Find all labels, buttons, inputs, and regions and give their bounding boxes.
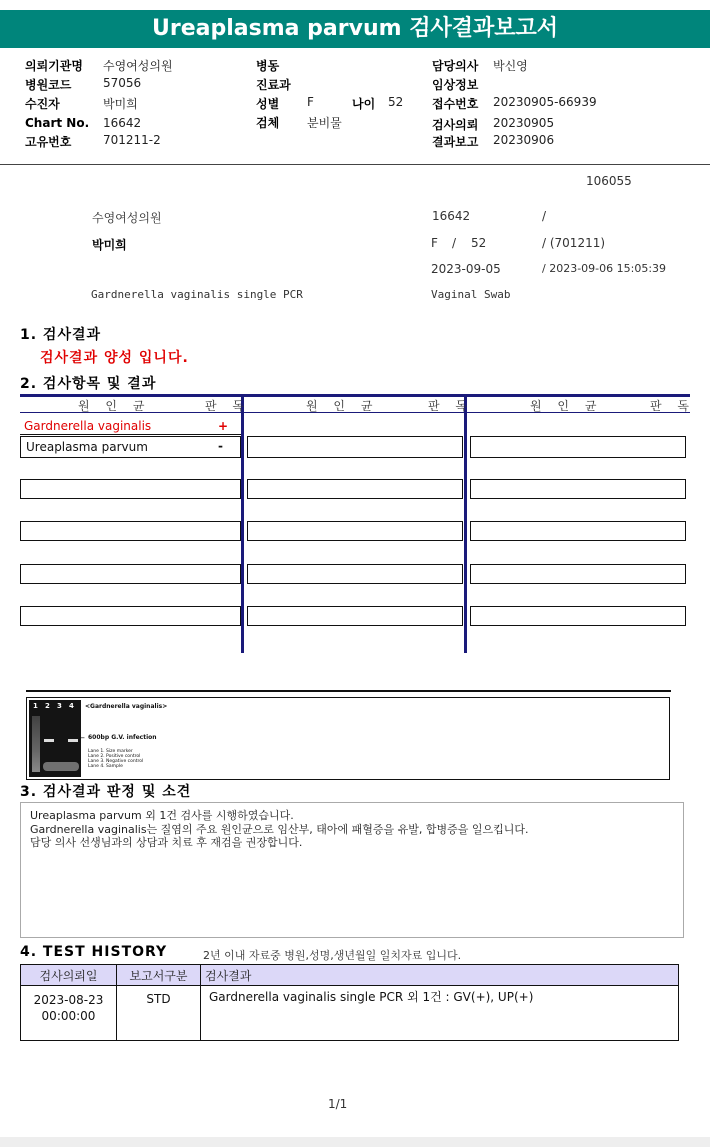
history-note: 2년 이내 자료중 병원,성명,생년월일 일치자료 입니다.: [203, 949, 462, 962]
gel-figure-box: [26, 697, 670, 780]
info-label: 결과보고: [432, 135, 479, 149]
history-col-date: 검사의뢰일: [21, 965, 117, 986]
col-head-judge: 판 독: [650, 399, 695, 413]
summary-sex: F: [431, 236, 438, 250]
info-value: 수영여성의원: [103, 59, 173, 73]
summary-code: 106055: [586, 174, 632, 188]
summary-test-name: Gardnerella vaginalis single PCR: [91, 288, 303, 301]
info-label: 나이: [352, 97, 376, 111]
ladder-lane: [32, 716, 40, 772]
summary-patient: 박미희: [92, 238, 127, 252]
info-value: F: [307, 95, 314, 109]
section3-title: 3. 검사결과 판정 및 소견: [20, 784, 192, 800]
info-value: 분비물: [307, 116, 342, 130]
history-col-type: 보고서구분: [117, 965, 201, 986]
history-table: [20, 964, 679, 1041]
info-label: Chart No.: [25, 116, 90, 130]
col-head-judge: 판 독: [205, 399, 250, 413]
report-title: Ureaplasma parvum 검사결과보고서: [0, 10, 710, 48]
result-cell: [20, 606, 241, 626]
lane-number: 1: [33, 702, 38, 710]
gel-legend-item: Lane 1. Size marker: [88, 749, 133, 754]
gel-legend-item: Lane 2. Positive control: [88, 754, 141, 759]
info-label: 검체: [256, 116, 280, 130]
pathogen-result: -: [218, 439, 223, 453]
footer-bar: [0, 1137, 710, 1147]
pathogen-name: Gardnerella vaginalis: [24, 419, 152, 433]
info-value: 20230905-66939: [493, 95, 597, 109]
summary-report-datetime: / 2023-09-06 15:05:39: [542, 262, 667, 275]
info-label: 담당의사: [432, 59, 479, 73]
lane-number: 4: [69, 702, 74, 710]
arrow-icon: ←: [79, 734, 85, 742]
positive-result: 검사결과 양성 입니다.: [40, 350, 189, 366]
col-head-pathogen: 원 인 균: [78, 399, 151, 413]
summary-chart: 16642: [432, 209, 471, 223]
col-head-pathogen: 원 인 균: [306, 399, 379, 413]
col-head-judge: 판 독: [428, 399, 473, 413]
info-label: 병동: [256, 59, 280, 73]
opinion-box: [20, 802, 684, 938]
table-row: [21, 986, 679, 1041]
gel-band: [44, 739, 54, 742]
opinion-line: 담당 의사 선생님과의 상담과 치료 후 재검을 권장합니다.: [30, 836, 303, 849]
info-label: 접수번호: [432, 97, 479, 111]
lane-number: 3: [57, 702, 62, 710]
info-label: 고유번호: [25, 135, 72, 149]
result-cell: [247, 521, 463, 541]
info-value: 박신영: [493, 59, 528, 73]
history-type: STD: [117, 986, 201, 1041]
info-value: 20230906: [493, 133, 555, 147]
result-cell: [470, 606, 686, 626]
summary-req-date: 2023-09-05: [431, 262, 501, 276]
gel-top-line: [26, 690, 671, 692]
opinion-line: Ureaplasma parvum 외 1건 검사를 시행하였습니다.: [30, 809, 294, 822]
gel-band-label: 600bp G.V. infection: [88, 734, 157, 741]
pathogen-result: +: [218, 419, 229, 433]
result-cell: [20, 564, 241, 584]
section4-title: 4. TEST HISTORY: [20, 944, 168, 960]
history-date-cell: [21, 986, 117, 1041]
result-cell: [247, 606, 463, 626]
history-result: Gardnerella vaginalis single PCR 외 1건 : GV(+), UP(+): [201, 986, 679, 1041]
gel-legend-item: Lane 3. Negative control: [88, 759, 144, 764]
info-label: 수진자: [25, 97, 60, 111]
grid-divider: [241, 394, 244, 653]
summary-slash: /: [542, 209, 547, 223]
gel-title: <Gardnerella vaginalis>: [85, 703, 168, 710]
gel-image: [29, 700, 81, 777]
summary-birth: / (701211): [542, 236, 606, 250]
history-time: 00:00:00: [41, 1009, 96, 1023]
summary-sep: /: [452, 236, 457, 250]
info-label: 병원코드: [25, 78, 72, 92]
info-label: 임상정보: [432, 78, 479, 92]
info-value: 701211-2: [103, 133, 161, 147]
lane-number: 2: [45, 702, 50, 710]
col-head-pathogen: 원 인 균: [530, 399, 603, 413]
history-header-row: [21, 965, 679, 986]
result-cell: [470, 479, 686, 499]
summary-specimen: Vaginal Swab: [431, 288, 511, 301]
info-label: 검사의뢰: [432, 118, 479, 132]
header-divider: [0, 164, 710, 165]
history-date: 2023-08-23: [33, 993, 104, 1007]
info-label: 성별: [256, 97, 280, 111]
info-value: 57056: [103, 76, 142, 90]
section1-title: 1. 검사결과: [20, 327, 102, 343]
info-value: 20230905: [493, 116, 555, 130]
gel-legend-item: Lane 4. Sample: [88, 764, 123, 769]
result-cell: [20, 521, 241, 541]
pathogen-name: Ureaplasma parvum: [26, 440, 148, 454]
section2-title: 2. 검사항목 및 결과: [20, 376, 157, 392]
info-label: 의뢰기관명: [25, 59, 83, 73]
result-cell: [470, 564, 686, 584]
result-cell: [247, 436, 463, 458]
result-cell: [470, 521, 686, 541]
page-number: 1/1: [328, 1097, 348, 1111]
summary-age: 52: [471, 236, 487, 250]
summary-hospital: 수영여성의원: [92, 211, 162, 225]
result-cell: [470, 436, 686, 458]
result-cell: [247, 564, 463, 584]
history-col-result: 검사결과: [201, 965, 679, 986]
info-label: 진료과: [256, 78, 291, 92]
info-value: 16642: [103, 116, 142, 130]
result-cell: [20, 479, 241, 499]
result-cell: [247, 479, 463, 499]
info-value: 박미희: [103, 97, 138, 111]
grid-divider: [464, 394, 467, 653]
info-value: 52: [388, 95, 404, 109]
primer-dimer: [43, 762, 79, 771]
row-line: [20, 434, 241, 435]
gel-band: [68, 739, 78, 742]
opinion-line: Gardnerella vaginalis는 질염의 주요 원인균으로 임산부, 태아에 패혈증을 유발, 합병증을 일으킵니다.: [30, 822, 529, 836]
